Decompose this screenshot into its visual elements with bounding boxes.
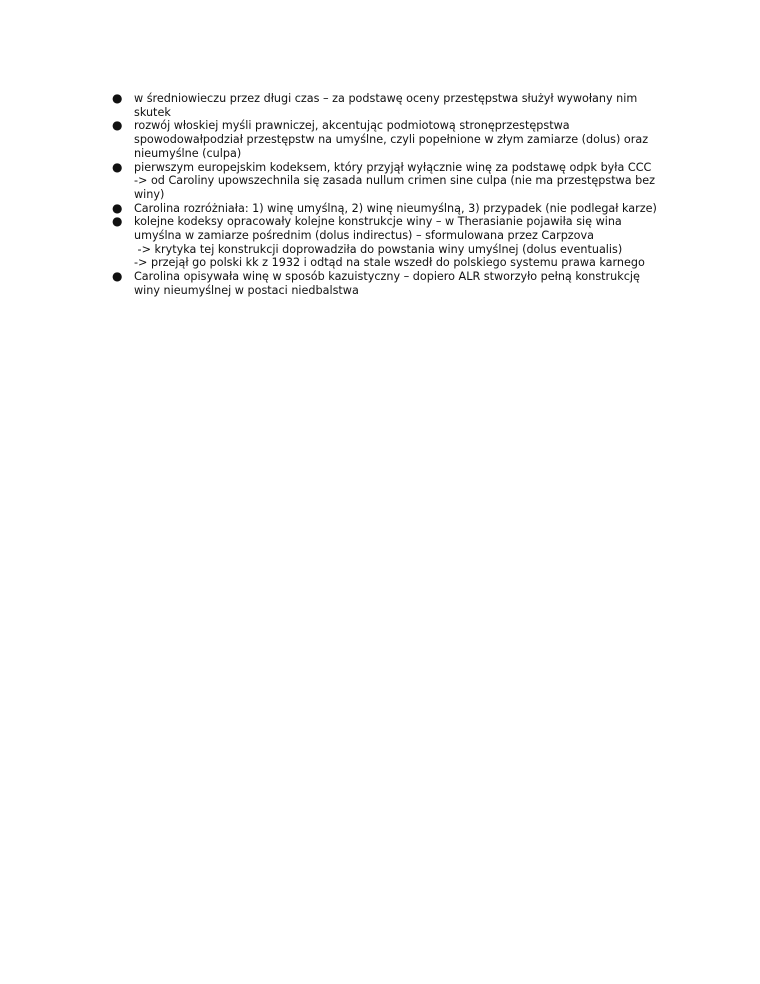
list-item-line: -> krytyka tej konstrukcji doprowadziła do powstania winy umyślnej (dolus eventualis) xyxy=(134,242,623,256)
list-item-line: rozwój włoskiej myśli prawniczej, akcentując podmiotową stronęprzestępstwa xyxy=(134,119,570,133)
bullet-icon: ● xyxy=(112,200,123,215)
list-item-line: Carolina opisywała winę w sposób kazuistyczny – dopiero ALR stworzyło pełną konstrukcję xyxy=(134,270,640,284)
list-item-line: w średniowieczu przez długi czas – za podstawę oceny przestępstwa służył wywołany nim xyxy=(134,92,638,105)
bullet-icon: ● xyxy=(112,269,123,284)
list-item-line: spowodowałpodział przestępstw na umyślne, czyli popełnione w złym zamiarze (dolus) oraz xyxy=(134,133,649,147)
bullet-icon: ● xyxy=(112,118,123,133)
list-item xyxy=(112,161,672,202)
list-item-line: umyślna w zamiarze pośrednim (dolus indirectus) – sformulowana przez Carpzova xyxy=(134,229,594,243)
list-item xyxy=(112,202,672,216)
list-item-line: winy nieumyślnej w postaci niedbalstwa xyxy=(134,283,359,297)
list-item-line: winy) xyxy=(134,187,165,201)
list-item-line: skutek xyxy=(134,105,171,119)
bullet-icon: ● xyxy=(112,91,123,105)
list-item xyxy=(112,92,672,119)
bullet-icon: ● xyxy=(112,214,123,229)
list-item-line: nieumyślne (culpa) xyxy=(134,146,242,160)
list-item xyxy=(112,215,672,270)
list-item xyxy=(112,119,672,160)
list-item xyxy=(112,270,672,297)
bullet-list xyxy=(112,92,672,298)
list-item-line: pierwszym europejskim kodeksem, który przyjął wyłącznie winę za podstawę odpk była CCC xyxy=(134,160,652,174)
list-item-line: Carolina rozróżniała: 1) winę umyślną, 2) winę nieumyślną, 3) przypadek (nie podlegał karze) xyxy=(134,201,657,215)
list-item-line: -> przejął go polski kk z 1932 i odtąd na stale wszedł do polskiego systemu prawa karnego xyxy=(134,256,645,270)
list-item-line: kolejne kodeksy opracowały kolejne konstrukcje winy – w Therasianie pojawiła się wina xyxy=(134,215,622,229)
bullet-icon: ● xyxy=(112,159,123,174)
list-item-line: -> od Caroliny upowszechnila się zasada nullum crimen sine culpa (nie ma przestępstwa bez xyxy=(134,174,656,188)
